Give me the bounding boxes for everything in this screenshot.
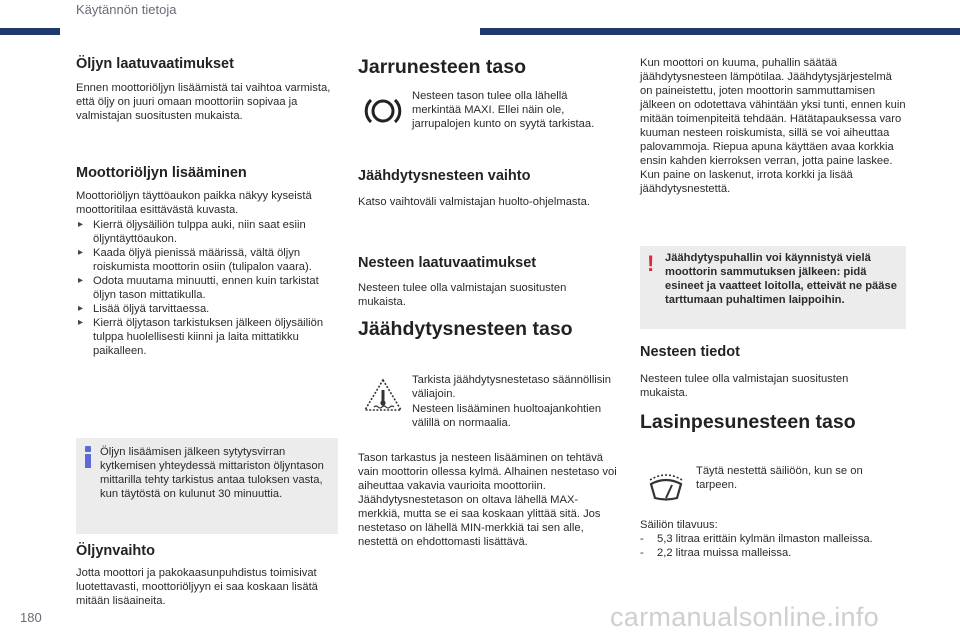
capacity-list [640,532,906,560]
watermark: carmanualsonline.info [610,602,879,632]
page-number: 180 [20,610,42,625]
warning-text: Jäähdytyspuhallin voi käynnistyä vielä moottorin sammutuksen jälkeen: pidä esineet ja vaatteet loitolla, etteivät ne pääse tarttumaan puhaltimen laippoihin. [665,252,897,306]
coolant-level-heading: Jäähdytysnesteen taso [358,318,573,340]
info-text: Öljyn lisäämisen jälkeen sytytysvirran kytkemisen yhteydessä mittariston öljyntason mittarilla tehty tarkistus antaa tuloksen vasta, kun täytöstä on kulunut 30 minuuttia. [100,446,324,500]
coolant-temperature-icon [363,378,403,412]
warning-icon: ! [647,251,655,276]
fluid-quality-heading: Nesteen laatuvaatimukset [358,255,537,271]
oil-quality-heading: Öljyn laatuvaatimukset [76,56,234,72]
coolant-topup-text: Nesteen lisääminen huoltoajankohtien välillä on normaalia. [412,403,602,429]
coolant-procedure-text: Tason tarkastus ja nesteen lisääminen on tehtävä vain moottorin ollessa kylmä. Alhainen nestetaso voi aiheuttaa vakavia vaurioita moottoriin. Jäähdytysnestetason on oltava lähellä MAX-merkkiä, mutta se ei saa koskaan ylittää sitä. Jos nestetaso on lähellä MIN-merkkiä tai sen alle, nestettä on ehdottomasti lisättävä. [358,452,617,548]
info-box [76,438,338,534]
section-title: Käytännön tietoja [76,2,177,17]
brake-warning-icon [364,94,402,128]
capacity-label: Säiliön tilavuus: [640,519,718,531]
brake-fluid-text: Nesteen tason tulee olla lähellä merkintää MAXI. Ellei näin ole, jarrupalojen kunto on syytä tarkistaa. [412,90,595,130]
washer-fluid-text: Täytä nestettä säiliöön, kun se on tarpeen. [696,465,863,491]
brake-fluid-heading: Jarrunesteen taso [358,56,526,78]
coolant-check-text: Tarkista jäähdytysnestetaso säännöllisin väliajoin. [412,374,611,400]
capacity-item: - 5,3 litraa erittäin kylmän ilmaston malleissa. [640,532,906,546]
fluid-info-text: Nesteen tulee olla valmistajan suositusten mukaista. [640,373,849,399]
adding-oil-step: ▸ Kaada öljyä pienissä määrissä, vältä öljyn roiskumista moottorin osiin (tulipalon vaara). [76,246,338,274]
hot-engine-text: Kun moottori on kuuma, puhallin säätää jäähdytysnesteen lämpötilaa. Jäähdytysjärjestelmä on paineistettu, joten moottorin sammuttamisen jälkeen on odotettava vähintään yksi tunti, ennen kuin mitään toimenpiteitä tehdään. Hätätapauksessa varo kuuman nesteen roiskumista, sillä se voi aiheuttaa palovammoja. Riepua apuna käyttäen avaa korkkia ensin kahden kierroksen verran, jotta paine laskee. Kun paine on laskenut, irrota korkki ja lisää jäähdytysnestettä. [640,57,906,195]
header-bar-right [480,28,960,35]
warning-box [640,246,906,329]
fluid-info-heading: Nesteen tiedot [640,344,740,360]
adding-oil-step: ▸ Odota muutama minuutti, ennen kuin tarkistat öljyn tason mittatikulla. [76,274,338,302]
header-bar-left [0,28,60,35]
adding-oil-heading: Moottoriöljyn lisääminen [76,165,247,181]
adding-oil-step: ▸ Kierrä öljytason tarkistuksen jälkeen öljysäiliön tulppa huolellisesti kiinni ja laita mittatikku paikalleen. [76,316,338,358]
adding-oil-step: ▸ Lisää öljyä tarvittaessa. [76,302,338,316]
oil-change-text: Jotta moottori ja pakokaasunpuhdistus toimisivat luotettavasti, moottoriöljyyn ei saa koskaan lisätä mitään lisäaineita. [76,567,318,607]
washer-fluid-icon [646,468,686,502]
oil-change-heading: Öljynvaihto [76,543,155,559]
coolant-change-text: Katso vaihtoväli valmistajan huolto-ohjelmasta. [358,196,590,208]
info-icon [85,446,91,468]
washer-fluid-heading: Lasinpesunesteen taso [640,411,856,433]
coolant-change-heading: Jäähdytysnesteen vaihto [358,168,531,184]
adding-oil-step: ▸ Kierrä öljysäiliön tulppa auki, niin saat esiin öljyntäyttöaukon. [76,218,338,246]
adding-oil-steps [76,218,338,358]
oil-quality-text: Ennen moottoriöljyn lisäämistä tai vaihtoa varmista, että öljy on juuri omaan moottoriin sopivaa ja valmistajan suositusten mukaista. [76,82,331,122]
header-bar [0,28,960,35]
capacity-item: - 2,2 litraa muissa malleissa. [640,546,906,560]
fluid-quality-text: Nesteen tulee olla valmistajan suositusten mukaista. [358,282,567,308]
adding-oil-text: Moottoriöljyn täyttöaukon paikka näkyy kyseistä moottoritilaa esittävästä kuvasta. [76,190,312,216]
